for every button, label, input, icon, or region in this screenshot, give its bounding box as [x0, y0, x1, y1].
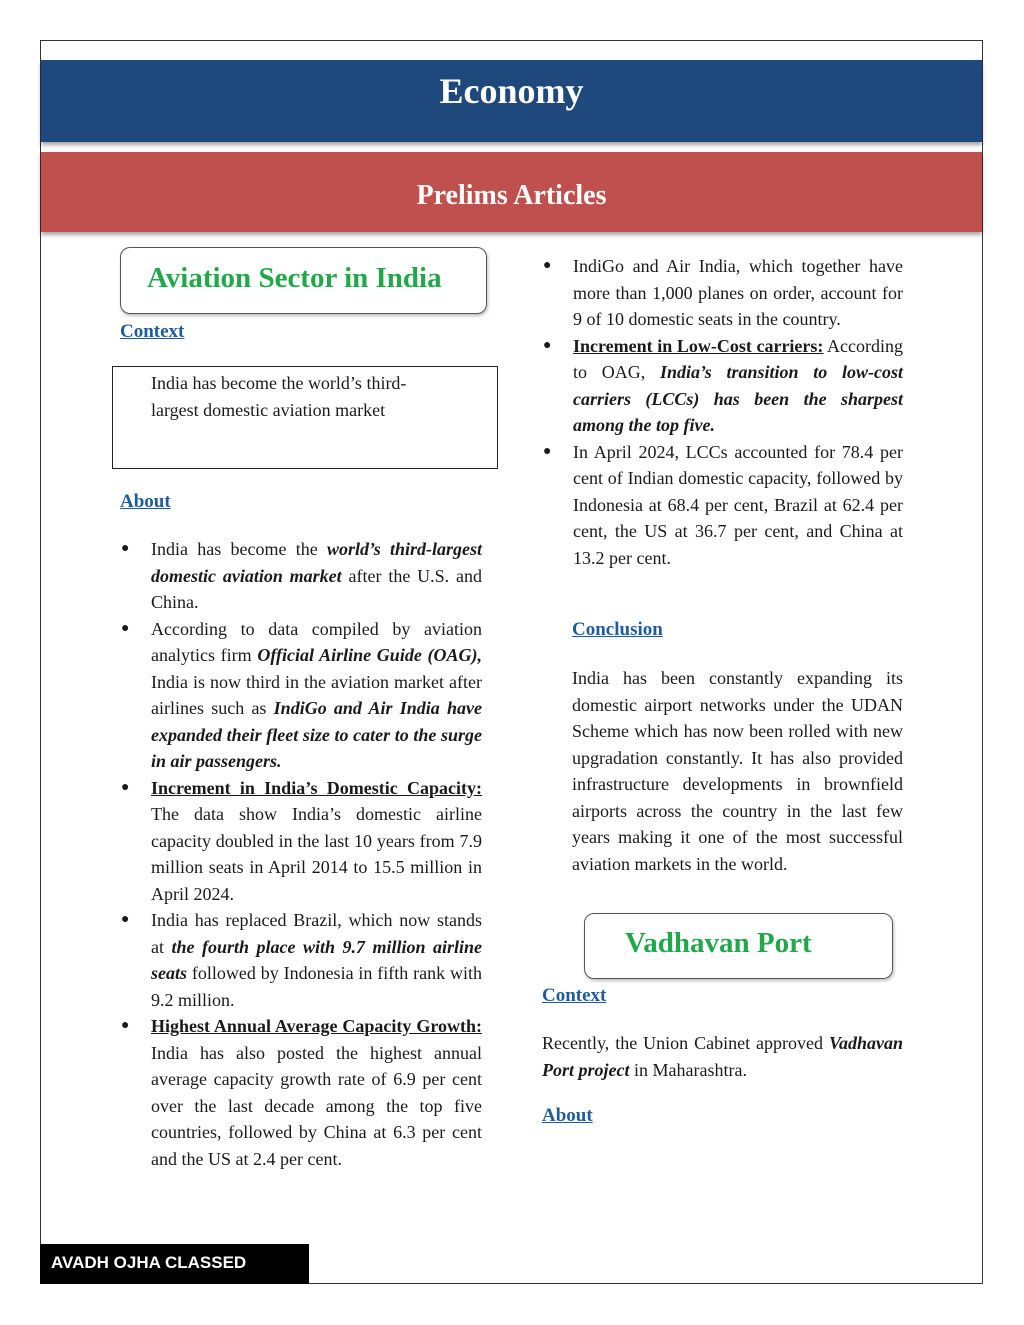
context-text: India has become the world’s third-largest domestic aviation market: [151, 373, 407, 420]
footer-label: AVADH OJHA CLASSED: [40, 1244, 309, 1284]
conclusion-text: India has been constantly expanding its domestic airport networks under the UDAN Scheme which has now been rolled with new upgradation constantly. It has also provided infrastructure developments in brownfield airports across the country in the last few years making it one of the most successful aviation markets in the world.: [572, 668, 903, 874]
page-title: Economy: [439, 71, 584, 111]
aviation-title-box: [120, 247, 487, 314]
list-item: ● Increment in India’s Domestic Capacity: The data show India’s domestic airline capacity doubled in the last 10 years from 7.9 million seats in April 2014 to 15.5 million in April 2024.: [121, 777, 482, 904]
list-item: ● India has replaced Brazil, which now stands at the fourth place with 9.7 million airline seats followed by Indonesia in fifth rank with 9.2 million.: [121, 910, 482, 1010]
conclusion-link[interactable]: Conclusion: [572, 619, 663, 640]
aviation-bullets: [121, 536, 482, 1172]
vadhavan-context-text: Recently, the Union Cabinet approved Vadhavan Port project in Maharashtra.: [542, 1033, 903, 1080]
vadhavan-title-box: [584, 913, 893, 979]
list-item: ● In April 2024, LCCs accounted for 78.4 per cent of Indian domestic capacity, followed by Indonesia at 68.4 per cent, Brazil at 62.4 per cent, the US at 36.7 per cent, and China at 13.2 per cent.: [543, 441, 903, 568]
context-box: [112, 366, 498, 469]
list-item: ● IndiGo and Air India, which together have more than 1,000 planes on order, account for 9 of 10 domestic seats in the country.: [543, 256, 903, 329]
page-subtitle: Prelims Articles: [416, 180, 607, 211]
list-item: ● According to data compiled by aviation analytics firm Official Airline Guide (OAG), India is now third in the aviation market after airlines such as IndiGo and Air India have expanded their fleet size to cater to the surge in air passengers.: [121, 618, 483, 771]
aviation-title: Aviation Sector in India: [147, 262, 442, 294]
list-item: ● India has become the world’s third-largest domestic aviation market after the U.S. and China.: [121, 539, 483, 612]
list-item: ● Highest Annual Average Capacity Growth: India has also posted the highest annual average capacity growth rate of 6.9 per cent over the last decade among the top five countries, followed by China at 6.3 per cent and the US at 2.4 per cent.: [121, 1016, 482, 1169]
subsection-banner: [41, 152, 982, 232]
vadhavan-title: Vadhavan Port: [625, 927, 812, 959]
aviation-bullets-continued: [543, 253, 903, 571]
vadhavan-context-link[interactable]: Context: [542, 985, 607, 1006]
vadhavan-about-link[interactable]: About: [542, 1105, 593, 1126]
aviation-context-link[interactable]: Context: [120, 321, 185, 342]
section-banner: [41, 60, 982, 142]
list-item: ● Increment in Low-Cost carriers: According to OAG, India’s transition to low-cost carriers (LCCs) has been the sharpest among the top five.: [543, 335, 903, 435]
aviation-about-link[interactable]: About: [120, 491, 171, 512]
